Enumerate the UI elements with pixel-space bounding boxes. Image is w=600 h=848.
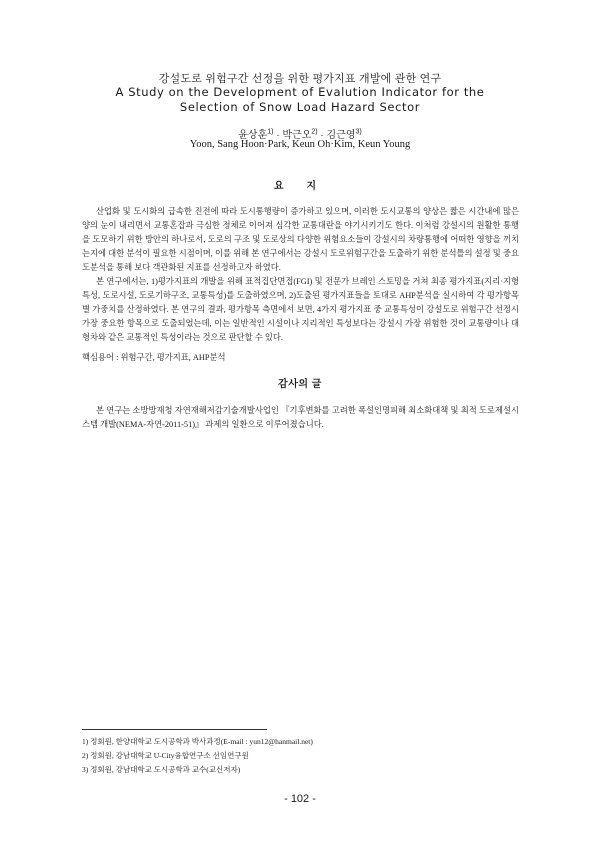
author-2-name: 박근오 xyxy=(282,130,312,141)
title-korean: 강설도로 위험구간 선정을 위한 평가지표 개발에 관한 연구 xyxy=(158,73,442,85)
acknowledgement-text: 본 연구는 소방방재청 자연재해저감기술개발사업인 『기후변화를 고려한 폭설인명피해 최소화대책 및 최적 도로제설시스템 개발(NEMA-자연-2011-51)』 과제의 일환으로 이루어졌습니다. xyxy=(82,406,519,429)
footnote-3: 3) 정회원, 강남대학교 도시공학과 교수(교신저자) xyxy=(82,765,241,774)
author-separator: · xyxy=(276,130,280,141)
author-1-name: 윤상훈 xyxy=(238,130,268,141)
keywords: 핵심용어 : 위험구간, 평가지표, AHP분석 xyxy=(82,353,226,362)
acknowledgement-body xyxy=(82,404,519,432)
author-3-name: 김근영 xyxy=(326,130,356,141)
author-1-mark: 1) xyxy=(267,128,274,136)
authors-english: Yoon, Sang Hoon·Park, Keun Oh·Kim, Keun Young xyxy=(189,139,411,150)
author-2-mark: 2) xyxy=(311,128,318,136)
footnotes xyxy=(82,735,313,777)
abstract-paragraph-1: 산업화 및 도시화의 급속한 진전에 따라 도시통행량이 증가하고 있으며, 이러한 도시교통의 양상은 짧은 시간내에 많은 양의 눈이 내리면서 교통혼잡과 극심한 정체로 이어져 심각한 교통대란을 야기시키기도 한다. 이처럼 강설시의 원활한 통행을 도모하기 위한 방안의 하나로서, 도로의 구조 및 도로상의 다양한 위험요소들이 강설시의 차량통행에 어떠한 영향을 끼치는지에 대한 분석이 필요한 시점이며, 이를 위해 본 연구에서는 강설시 도로위험구간을 도출하기 위한 분석틀의 설정 및 중요도분석을 통해 보다 객관화된 지표를 선정하고자 하였다. xyxy=(82,207,519,272)
title-english-line-1: A Study on the Development of Evalution Indicator for the xyxy=(115,85,485,99)
footnote-divider xyxy=(82,729,267,730)
author-3-mark: 3) xyxy=(355,128,362,136)
author-separator: · xyxy=(320,130,324,141)
footnote-2: 2) 정회원, 강남대학교 U-City융합연구소 선임연구원 xyxy=(82,751,249,760)
footnote-1: 1) 정회원, 한양대학교 도시공학과 박사과정(E-mail : yun12@hanmail.net) xyxy=(82,737,313,746)
abstract-heading: 요 지 xyxy=(273,181,327,192)
page-number: - 102 - xyxy=(284,793,316,805)
abstract-paragraph-2: 본 연구에서는, 1)평가지표의 개발을 위해 표적집단면접(FGI) 및 전문가 브레인 스토밍을 거쳐 최종 평가지표(지리·지형특성, 도로시설, 도로기하구조, 교통특성)를 도출하였으며, 2)도출된 평가지표들을 토대로 AHP분석을 실시하여 각 평가항목별 가중치를 산정하였다. 본 연구의 결과, 평가항목 측면에서 보면, 4가지 평가지표 중 교통특성이 강설도로 위험구간 선정시 가장 중요한 항목으로 도출되었는데, 이는 일반적인 시설이나 지리적인 특성보다는 강설시 가장 위험한 것이 교통량이나 대형차와 같은 교통적인 특성이라는 것으로 판단할 수 있다. xyxy=(82,277,519,342)
title-english-line-2: Selection of Snow Load Hazard Sector xyxy=(179,100,421,114)
acknowledgement-heading: 감사의 글 xyxy=(278,379,322,390)
abstract-body xyxy=(82,205,519,345)
